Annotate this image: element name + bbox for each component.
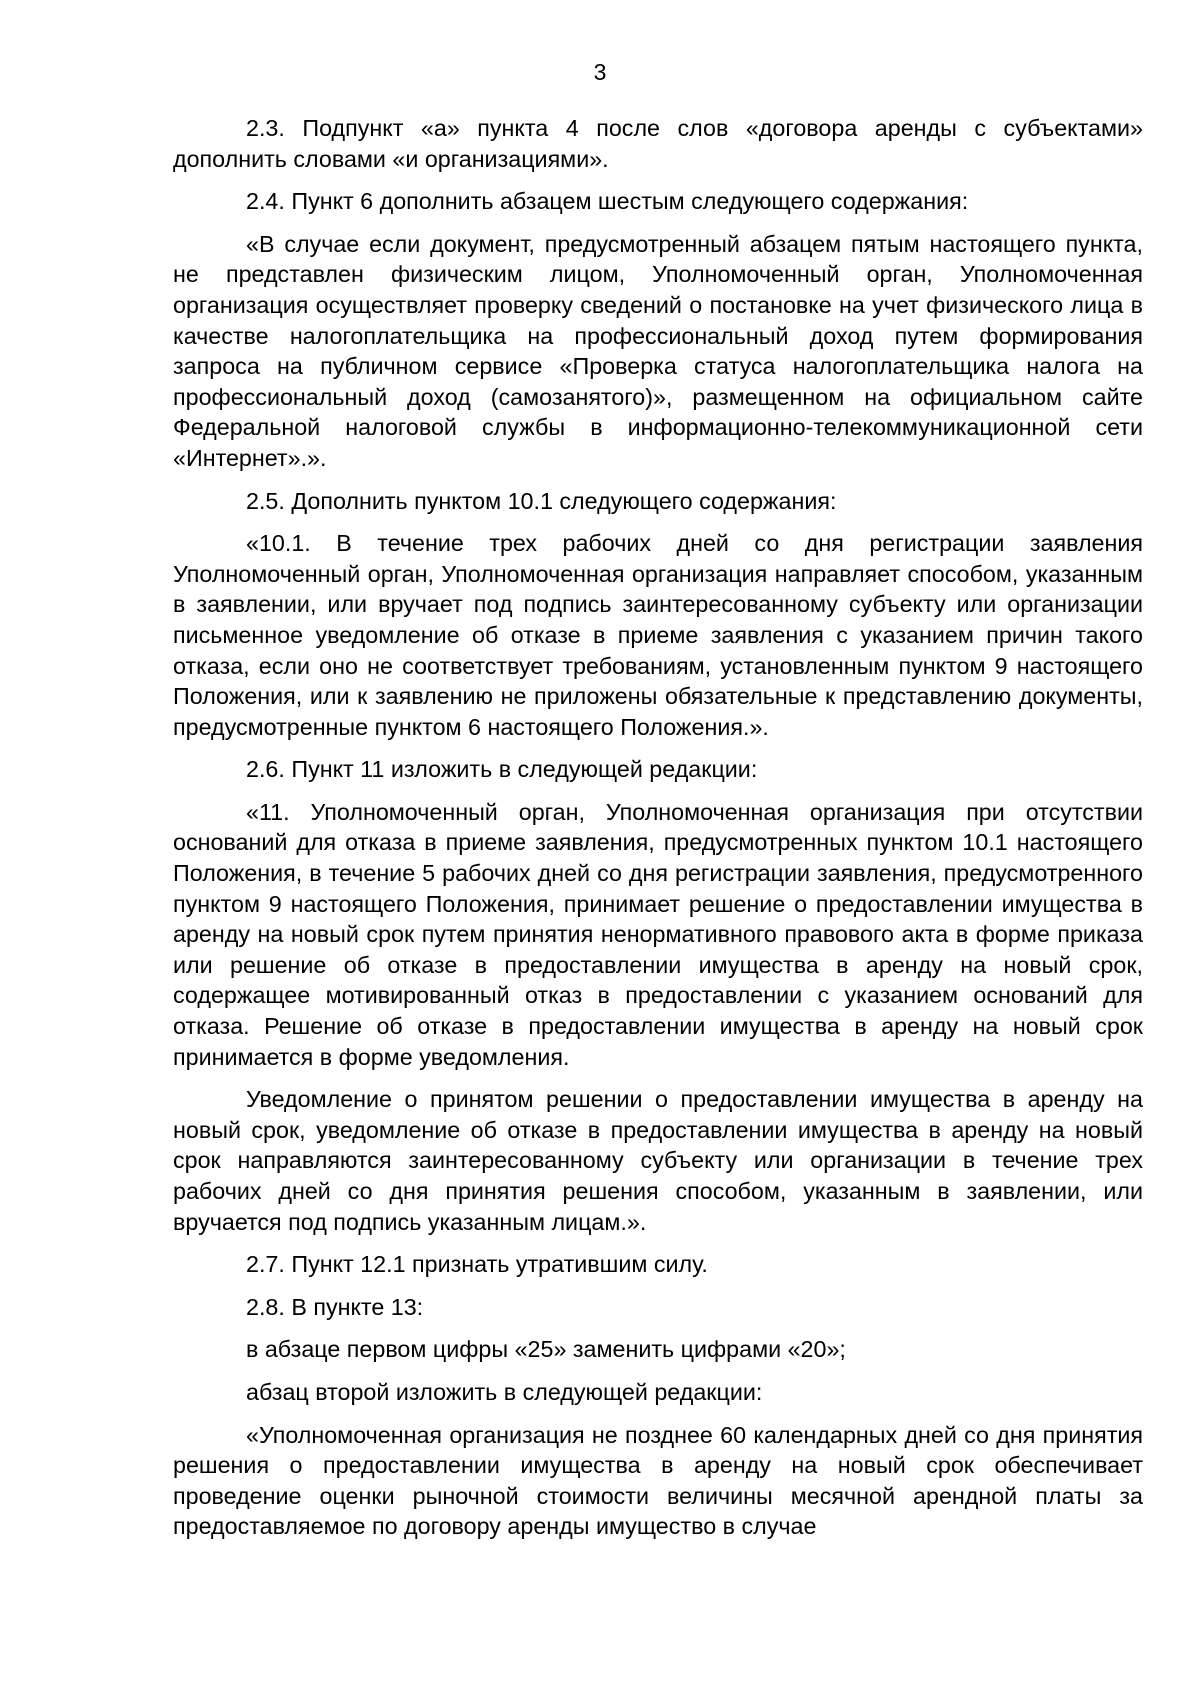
document-body — [173, 113, 1143, 1554]
paragraph-2-7: 2.7. Пункт 12.1 признать утратившим силу. — [246, 1251, 708, 1278]
paragraph-2-4: 2.4. Пункт 6 дополнить абзацем шестым следующего содержания: — [246, 188, 969, 215]
paragraph-second-abzac: абзац второй изложить в следующей редакции: — [246, 1378, 763, 1405]
page-number: 3 — [593, 59, 607, 85]
paragraph-first-abzac: в абзаце первом цифры «25» заменить цифрами «20»; — [246, 1336, 846, 1363]
paragraph-2-6: 2.6. Пункт 11 изложить в следующей редакции: — [246, 756, 758, 783]
paragraph-2-8: 2.8. В пункте 13: — [246, 1293, 424, 1320]
paragraph-2-5: 2.5. Дополнить пунктом 10.1 следующего содержания: — [246, 487, 837, 514]
paragraph-quote-10-1: «10.1. В течение трех рабочих дней со дня регистрации заявления Уполномоченный орган, Уполномоченная организация направляет способом, указанным в заявлении, или вручает под подпись заинтересованному субъекту или организации письменное уведомление об отказе в приеме заявления с указанием причин такого отказа, если оно не соответствует требованиям, установленным пунктом 9 настоящего Положения, или к заявлению не приложены обязательные к представлению документы, предусмотренные пунктом 6 настоящего Положения.». — [173, 530, 1143, 740]
paragraph-2-3: 2.3. Подпункт «а» пункта 4 после слов «договора аренды с субъектами» дополнить словами «и организациями». — [173, 115, 1143, 172]
paragraph-quote-13: «Уполномоченная организация не позднее 60 календарных дней со дня принятия решения о предоставлении имущества в аренду на новый срок обеспечивает проведение оценки рыночной стоимости величины месячной арендной платы за предоставляемое по договору аренды имущество в случае — [173, 1421, 1143, 1540]
paragraph-quote-6: «В случае если документ, предусмотренный абзацем пятым настоящего пункта, не представлен физическим лицом, Уполномоченный орган, Уполномоченная организация осуществляет проверку сведений о постановке на учет физического лица в качестве налогоплательщика на профессиональный доход путем формирования запроса на публичном сервисе «Проверка статуса налогоплательщика налога на профессиональный доход (самозанятого)», размещенном на официальном сайте Федеральной налоговой службы в информационно-телекоммуникационной сети «Интернет».». — [173, 230, 1143, 471]
paragraph-notification: Уведомление о принятом решении о предоставлении имущества в аренду на новый срок, уведомление об отказе в предоставлении имущества в аренду на новый срок направляются заинтересованному субъекту или организации в течение трех рабочих дней со дня принятия решения способом, указанным в заявлении, или вручается под подпись указанным лицам.». — [173, 1086, 1143, 1235]
paragraph-quote-11: «11. Уполномоченный орган, Уполномоченная организация при отсутствии оснований для отказа в приеме заявления, предусмотренных пунктом 10.1 настоящего Положения, в течение 5 рабочих дней со дня регистрации заявления, предусмотренного пунктом 9 настоящего Положения, принимает решение о предоставлении имущества в аренду на новый срок путем принятия ненормативного правового акта в форме приказа или решение об отказе в предоставлении имущества в аренду на новый срок, содержащее мотивированный отказ в предоставлении с указанием оснований для отказа. Решение об отказе в предоставлении имущества в аренду на новый срок принимается в форме уведомления. — [173, 798, 1143, 1070]
